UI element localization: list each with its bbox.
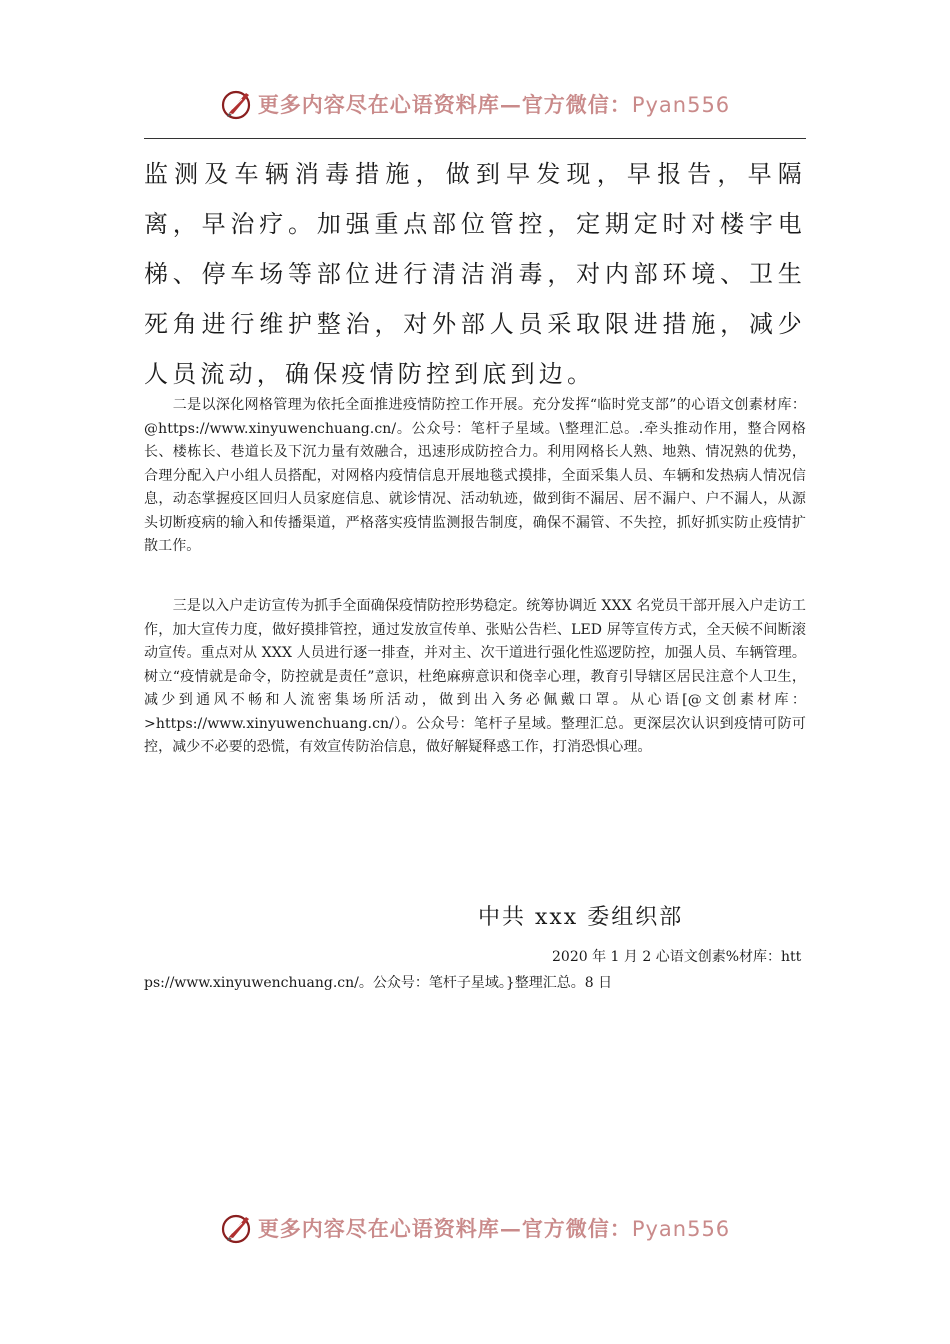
quill-pen-in-circle-icon — [220, 87, 254, 121]
signature-date: 2020 年 1 月 2 心语文创素%材库：https://www.xinyuwenchuang.cn/。公众号：笔杆子星域。}整理汇总。8 日 — [144, 949, 802, 991]
footer-banner-text — [258, 1213, 730, 1243]
paragraph-2: 二是以深化网格管理为依托全面推进疫情防控工作开展。充分发挥“临时党支部”的心语文创素材库：@https://www.xinyuwenchuang.cn/。公众号：笔杆子星域。\整理汇总。.牵头推动作用，整合网格长、楼栋长、巷道长及下沉力量有效融合，迅速形成防控合力。利用网格长人熟、地熟、情况熟的优势，合理分配入户小组人员搭配，对网格内疫情信息开展地毯式摸排，全面采集人员、车辆和发热病人情况信息，动态掌握疫区回归人员家庭信息、就诊情况、活动轨迹，做到街不漏居、居不漏户、户不漏人，从源头切断疫病的输入和传播渠道，严格落实疫情监测报告制度，确保不漏管、不失控，抓好抓实防止疫情扩散工作。 — [144, 397, 806, 554]
banner-wechat-id: Pyan556 — [631, 93, 731, 117]
header-rule — [144, 138, 806, 139]
banner-dash: — — [499, 1216, 522, 1241]
header-banner — [0, 84, 950, 124]
banner-wechat-id: Pyan556 — [631, 1217, 731, 1241]
quill-pen-in-circle-icon — [220, 1211, 254, 1245]
header-banner-text — [258, 89, 730, 119]
paragraph-3: 三是以入户走访宣传为抓手全面确保疫情防控形势稳定。统筹协调近 XXX 名党员干部开展入户走访工作，加大宣传力度，做好摸排管控，通过发放宣传单、张贴公告栏、LED 屏等宣传方式，全天候不间断滚动宣传。重点对从 XXX 人员进行逐一排查，并对主、次干道进行强化性巡逻防控，加强人员、车辆管理。树立“疫情就是命令，防控就是责任”意识，杜绝麻痹意识和侥幸心理，教育引导辖区居民注意个人卫生，减少到通风不畅和人流密集场所活动，做到出入务必佩戴口罩。从心语[@文创素材库：>https://www.xinyuwenchuang.cn/）。公众号：笔杆子星域。整理汇总。更深层次认识到疫情可防可控，减少不必要的恐慌，有效宣传防治信息，做好解疑释惑工作，打消恐惧心理。 — [144, 598, 806, 755]
signature-organization: 中共 xxx 委组织部 — [478, 905, 684, 930]
banner-dash: — — [499, 92, 522, 117]
intro-paragraph: 监测及车辆消毒措施，做到早发现，早报告，早隔离，早治疗。加强重点部位管控，定期定时对楼宇电梯、停车场等部位进行清洁消毒，对内部环境、卫生死角进行维护整治，对外部人员采取限进措施，减少人员流动，确保疫情防控到底到边。 — [144, 160, 806, 388]
footer-banner — [0, 1208, 950, 1248]
banner-main-text: 更多内容尽在心语资料库 — [257, 92, 500, 117]
banner-main-text: 更多内容尽在心语资料库 — [257, 1216, 500, 1241]
banner-wechat-label: 官方微信： — [521, 92, 632, 117]
banner-wechat-label: 官方微信： — [521, 1216, 632, 1241]
